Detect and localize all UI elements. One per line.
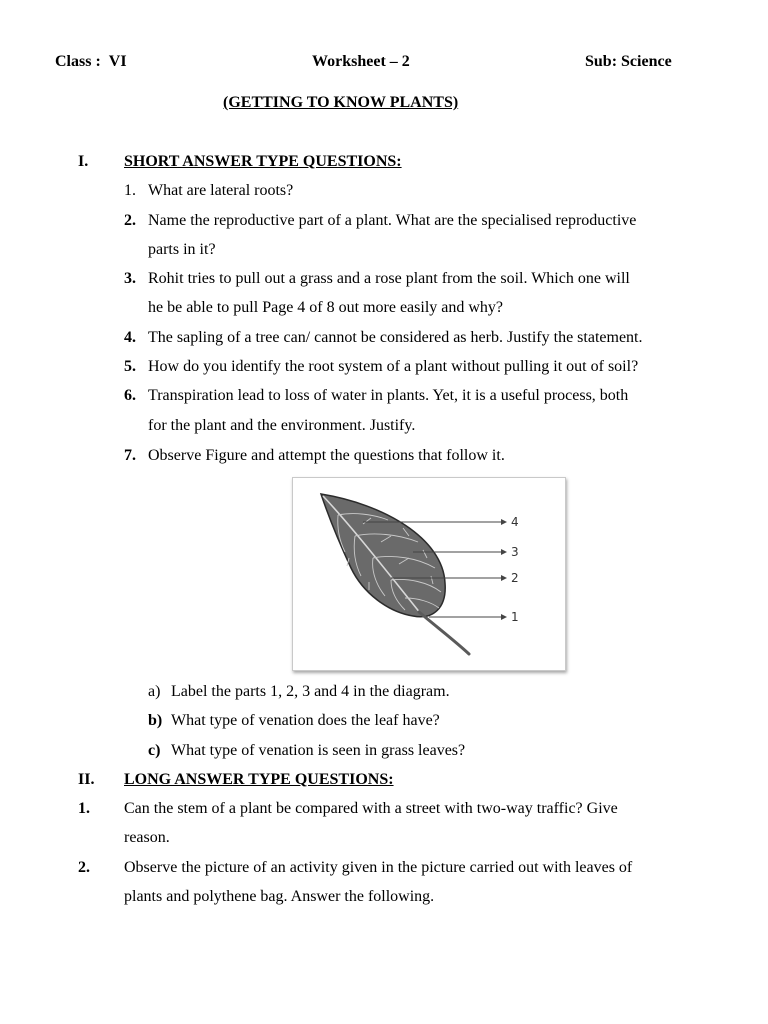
section-1-numeral: I. (78, 153, 89, 170)
question-number: 3. (124, 270, 136, 287)
question-number: 7. (124, 447, 136, 464)
question-text-cont: reason. (124, 829, 170, 846)
question-text: Name the reproductive part of a plant. What are the specialised reproductive (148, 212, 637, 229)
figure-label-1: 1 (511, 610, 519, 624)
question-text: How do you identify the root system of a plant without pulling it out of soil? (148, 358, 639, 375)
section-1-heading: SHORT ANSWER TYPE QUESTIONS: (124, 153, 402, 170)
question-number: 1. (78, 800, 90, 817)
worksheet-label: Worksheet – 2 (312, 53, 410, 70)
question-text-cont: parts in it? (148, 241, 216, 258)
subject-label: Sub: Science (585, 53, 672, 70)
question-text: Observe the picture of an activity given in the picture carried out with leaves of (124, 859, 633, 876)
question-text-cont: for the plant and the environment. Justify. (148, 417, 416, 434)
class-label: Class : VI (55, 53, 127, 70)
question-text: Observe Figure and attempt the questions that follow it. (148, 447, 505, 464)
subquestion-letter: b) (148, 712, 163, 729)
figure-label-2: 2 (511, 571, 519, 585)
subquestion-text: What type of venation does the leaf have? (171, 712, 440, 729)
section-2-numeral: II. (78, 771, 95, 788)
leaf-illustration (293, 478, 565, 670)
question-number: 6. (124, 387, 136, 404)
question-text: The sapling of a tree can/ cannot be considered as herb. Justify the statement. (148, 329, 643, 346)
question-text-cont: plants and polythene bag. Answer the following. (124, 888, 435, 905)
question-text: What are lateral roots? (148, 182, 294, 199)
figure-label-3: 3 (511, 545, 519, 559)
figure-label-4: 4 (511, 515, 519, 529)
class-value: VI (108, 53, 127, 70)
question-number: 1. (124, 182, 136, 199)
subquestion-text: What type of venation is seen in grass leaves? (171, 742, 466, 759)
question-text: Rohit tries to pull out a grass and a rose plant from the soil. Which one will (148, 270, 630, 287)
label-arrowheads (501, 519, 507, 620)
page-title: (GETTING TO KNOW PLANTS) (223, 94, 459, 111)
subquestion-letter: c) (148, 742, 161, 759)
question-number: 2. (78, 859, 90, 876)
leaf-petiole (419, 612, 469, 654)
leaf-blade (321, 494, 445, 617)
question-text-cont: he be able to pull Page 4 of 8 out more easily and why? (148, 299, 504, 316)
section-2-heading: LONG ANSWER TYPE QUESTIONS: (124, 771, 394, 788)
subquestion-text: Label the parts 1, 2, 3 and 4 in the diagram. (171, 683, 450, 700)
question-number: 5. (124, 358, 136, 375)
question-text: Can the stem of a plant be compared with a street with two-way traffic? Give (124, 800, 618, 817)
question-number: 2. (124, 212, 136, 229)
leaf-figure (292, 477, 566, 671)
question-text: Transpiration lead to loss of water in plants. Yet, it is a useful process, both (148, 387, 629, 404)
question-number: 4. (124, 329, 136, 346)
subquestion-letter: a) (148, 683, 161, 700)
